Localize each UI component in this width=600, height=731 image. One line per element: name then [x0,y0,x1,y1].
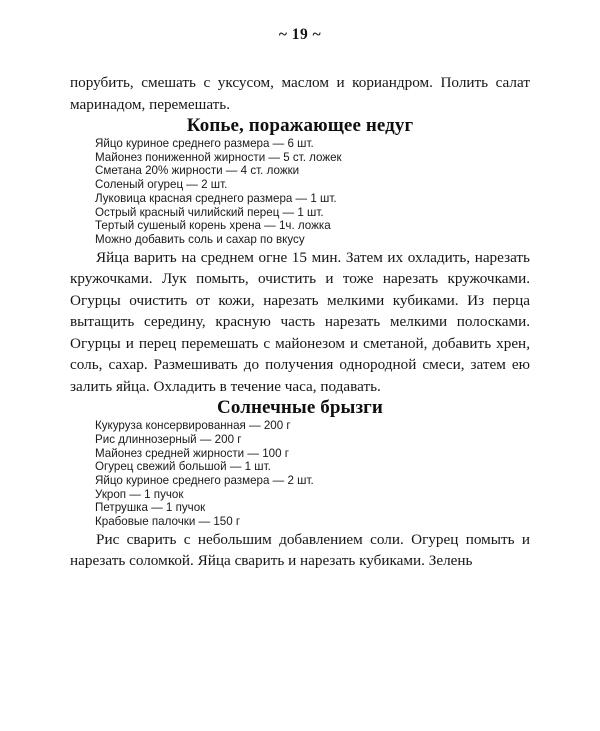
list-item: Яйцо куриное среднего размера — 6 шт. [95,137,314,150]
list-item: Сметана 20% жирности — 4 ст. ложки [95,164,300,178]
list-item: Огурец свежий большой — 1 шт. [95,460,271,474]
list-item: Майонез средней жирности — 100 г [95,446,289,460]
list-item: Кукуруза консервированная — 200 г [95,419,291,433]
intro-paragraph: порубить, смешать с уксусом, маслом и кориандром. Полить салат маринадом, перемешать. [70,74,530,113]
list-item: Укроп — 1 пучок [95,487,184,501]
page-number: ~ 19 ~ [278,26,322,43]
list-item: Соленый огурец — 2 шт. [95,178,228,192]
list-item: Тертый сушеный корень хрена — 1ч. ложка [95,219,331,233]
list-item: Яйцо куриное среднего размера — 2 шт. [95,473,314,487]
list-item: Майонез пониженной жирности — 5 ст. ложек [95,150,342,164]
page-content [0,72,600,572]
list-item: Петрушка — 1 пучок [95,501,206,515]
recipe-instructions-2: Рис сварить с небольшим добавлением соли. Огурец помыть и нарезать соломкой. Яйца сварить и нарезать кубиками. Зелень [70,530,530,570]
list-item: Острый красный чилийский перец — 1 шт. [95,205,324,219]
recipe-title-2: Солнечные брызги [217,397,383,419]
recipe-instructions-1: Яйца варить на среднем огне 15 мин. Затем их охладить, нарезать кружочками. Лук помыть, очистить и тоже нарезать кружочками. Огурцы очистить от кожи, нарезать мелкими кубиками. Из перца вытащить середину, красную часть нарезать мелкими полосками. Огурцы и перец перемешать с майонезом и сметаной, добавить хрен, соль, сахар. Размешивать до получения однородной смеси, затем ею залить яйца. Охладить в течение часа, подавать. [70,248,530,395]
list-item: Луковица красная среднего размера — 1 шт. [95,191,337,205]
list-item: Крабовые палочки — 150 г [95,515,241,529]
ingredients-list-1 [70,137,530,247]
ingredients-list-2 [70,419,530,529]
recipe-title-1: Копье, поражающее недуг [186,115,414,136]
list-item: Можно добавить соль и сахар по вкусу [95,232,305,246]
list-item: Рис длиннозерный — 200 г [95,432,242,446]
